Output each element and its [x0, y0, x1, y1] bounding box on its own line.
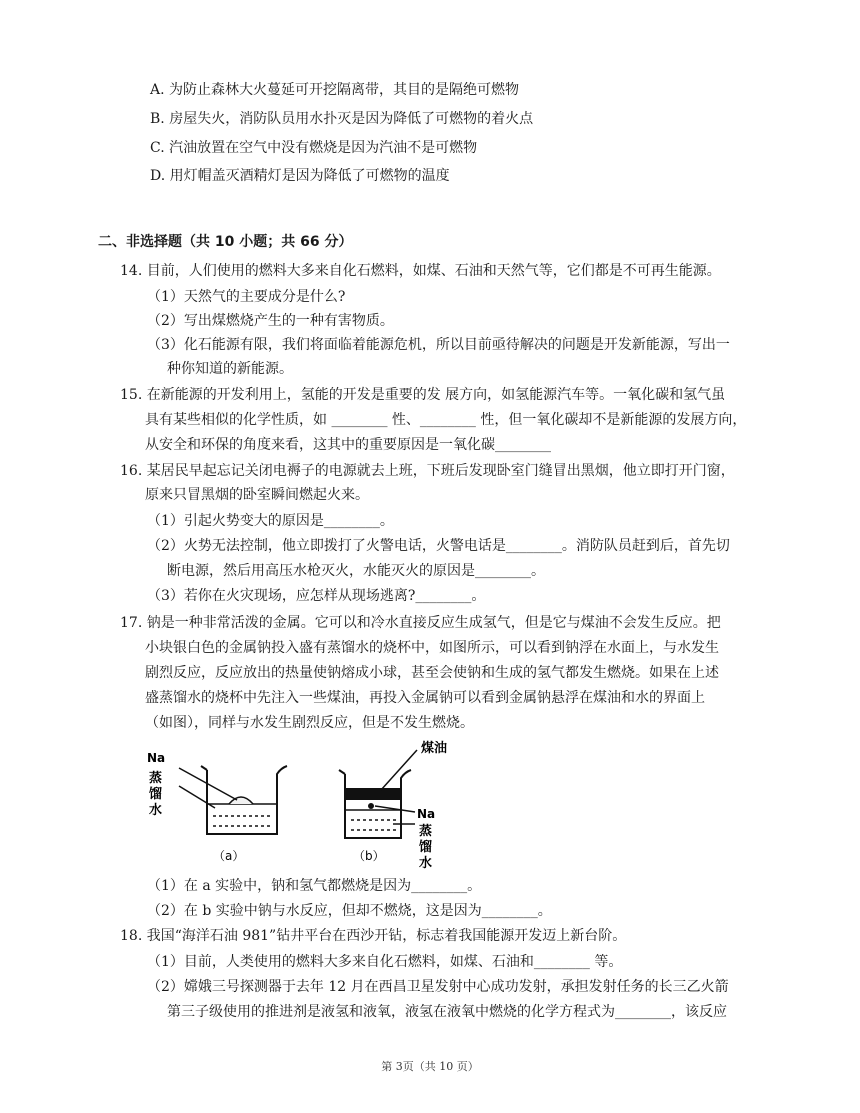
label-a-na: Na [147, 751, 166, 765]
q16-sub1: （1）引起火势变大的原因是________。 [147, 513, 394, 529]
label-b-water-2: 馏 [419, 840, 433, 855]
option-b: B. 房屋失火，消防队员用水扑灭是因为降低了可燃物的着火点 [150, 111, 534, 127]
label-b-water-1: 蒸 [419, 824, 433, 839]
caption-b: （b） [353, 849, 385, 863]
q18-sub1: （1）目前，人类使用的燃料大多来自化石燃料，如煤、石油和________ 等。 [147, 954, 623, 970]
beaker-a [179, 766, 287, 834]
q17-line1: 17. 钠是一种非常活泼的金属。它可以和冷水直接反应生成氢气，但是它与煤油不会发生反应。把 [120, 615, 721, 631]
q18-sub2: （2）嫦娥三号探测器于去年 12 月在西昌卫星发射中心成功发射，承担发射任务的长三乙火箭 [147, 979, 729, 995]
label-b-na: Na [417, 807, 436, 821]
q17-line5: （如图），同样与水发生剧烈反应，但是不发生燃烧。 [145, 715, 474, 731]
caption-a: （a） [213, 849, 245, 863]
label-a-water-1: 蒸 [149, 771, 163, 786]
beaker-figure [145, 738, 465, 873]
q16-sub2: （2）火势无法控制，他立即拨打了火警电话，火警电话是________。消防队员赶到后，首先切 [147, 538, 730, 554]
q16-sub3: （3）若你在火灾现场，应怎样从现场逃离?________。 [147, 588, 486, 604]
q18-sub2-cont: 第三子级使用的推进剂是液氢和液氧，液氢在液氧中燃烧的化学方程式为________，该反应 [167, 1004, 727, 1020]
label-a-water-2: 馏 [149, 787, 163, 802]
option-a: A. 为防止森林大火蔓延可开挖隔离带，其目的是隔绝可燃物 [150, 82, 520, 98]
q14-sub1: （1）天然气的主要成分是什么? [147, 289, 346, 305]
section-heading: 二、非选择题（共 10 小题；共 66 分） [98, 234, 353, 250]
page-footer: 第 3页（共 10 页） [381, 1060, 479, 1073]
option-d: D. 用灯帽盖灭酒精灯是因为降低了可燃物的温度 [150, 168, 450, 184]
beaker-b [339, 750, 417, 838]
label-b-kerosene: 煤油 [421, 741, 448, 756]
q15-line1: 15. 在新能源的开发利用上，氢能的开发是重要的发 展方向，如氢能源汽车等。一氧化碳和氢气虽 [120, 387, 726, 403]
q14-stem: 14. 目前，人们使用的燃料大多来自化石燃料，如煤、石油和天然气等，它们都是不可再生能源。 [120, 263, 721, 279]
q17-line2: 小块银白色的金属钠投入盛有蒸馏水的烧杯中，如图所示，可以看到钠浮在水面上，与水发生 [145, 640, 719, 656]
q18-stem: 18. 我国“海洋石油 981”钻井平台在西沙开钻，标志着我国能源开发迈上新台阶。 [120, 928, 627, 944]
q17-sub2: （2）在 b 实验中钠与水反应，但却不燃烧，这是因为________。 [147, 903, 552, 919]
q14-sub3-cont: 种你知道的新能源。 [167, 361, 293, 377]
q16-line2: 原来只冒黑烟的卧室瞬间燃起火来。 [145, 487, 369, 503]
q16-sub2-cont: 断电源，然后用高压水枪灭火，水能灭火的原因是________。 [167, 563, 545, 579]
q15-line3: 从安全和环保的角度来看，这其中的重要原因是一氧化碳________ [145, 437, 551, 453]
option-c: C. 汽油放置在空气中没有燃烧是因为汽油不是可燃物 [150, 140, 478, 156]
q14-sub3: （3）化石能源有限，我们将面临着能源危机，所以目前亟待解决的问题是开发新能源，写出一 [147, 337, 730, 353]
q17-sub1: （1）在 a 实验中，钠和氢气都燃烧是因为________。 [147, 878, 482, 894]
label-b-water-3: 水 [419, 856, 433, 871]
q14-sub2: （2）写出煤燃烧产生的一种有害物质。 [147, 313, 394, 329]
q17-line3: 剧烈反应，反应放出的热量使钠熔成小球，甚至会使钠和生成的氢气都发生燃烧。如果在上述 [145, 665, 719, 681]
label-a-water-3: 水 [149, 803, 163, 818]
q17-line4: 盛蒸馏水的烧杯中先注入一些煤油，再投入金属钠可以看到金属钠悬浮在煤油和水的界面上 [145, 690, 705, 706]
q16-line1: 16. 某居民早起忘记关闭电褥子的电源就去上班，下班后发现卧室门缝冒出黑烟，他立即打开门窗， [120, 463, 735, 479]
q15-line2: 具有某些相似的化学性质，如 ________ 性、________ 性，但一氧化碳却不是新能源的发展方向， [145, 412, 747, 428]
